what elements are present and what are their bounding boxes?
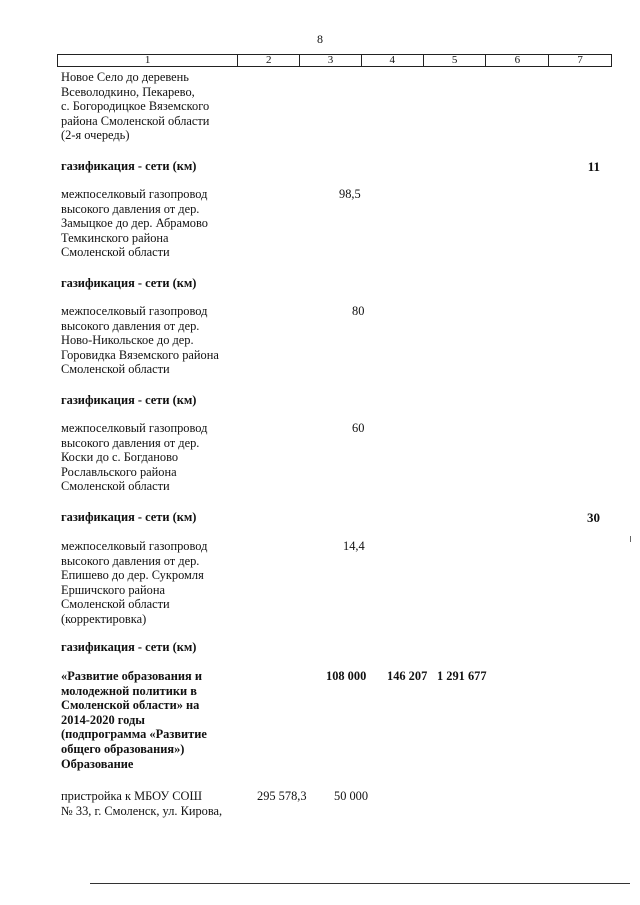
header-col-3: 3 — [300, 55, 362, 66]
row-col7-value: 11 — [587, 159, 600, 174]
row-col3-value: 108 000 — [326, 669, 367, 683]
header-col-2: 2 — [238, 55, 300, 66]
row-gasification-label: газификация - сети (км) — [61, 510, 197, 524]
row-col5-value: 1 291 677 — [437, 669, 487, 683]
row-object-name: пристройка к МБОУ СОШ № 33, г. Смоленск, ул. Кирова, — [61, 789, 223, 818]
footer-rule — [90, 883, 630, 884]
header-col-1: 1 — [58, 55, 238, 66]
row-object-name: межпоселковый газопровод высокого давления от дер. Замыцкое до дер. Абрамово Темкинского района Смоленской области — [61, 187, 208, 260]
margin-mark — [630, 536, 631, 542]
row-col4-value: 146 207 — [387, 669, 428, 683]
row-gasification-label: газификация - сети (км) — [61, 276, 197, 290]
row-gasification-label: газификация - сети (км) — [61, 159, 197, 173]
table-header-row — [57, 54, 612, 67]
header-col-7: 7 — [577, 54, 583, 66]
row-col3-value: 98,5 — [339, 187, 361, 201]
row-gasification-label: газификация - сети (км) — [61, 640, 197, 654]
row-col7-value: 30 — [587, 510, 600, 525]
row-col3-value: 14,4 — [343, 539, 365, 553]
row-object-name: межпоселковый газопровод высокого давления от дер. Епишево до дер. Сукромля Ершичского района Смоленской области (корректировка) — [61, 539, 208, 626]
header-col-5: 5 — [424, 55, 487, 66]
row-program-name: «Развитие образования и молодежной политики в Смоленской области» на 2014-2020 годы (подпрограмма «Развитие общего образования») Образование — [61, 669, 207, 771]
row-object-name: Новое Село до деревень Всеволодкино, Пекарево, с. Богородицкое Вяземского района Смоленской области (2-я очередь) — [61, 70, 210, 143]
row-col3-value: 60 — [352, 421, 365, 435]
row-col2-value: 295 578,3 — [257, 789, 307, 803]
row-gasification-label: газификация - сети (км) — [61, 393, 197, 407]
row-object-name: межпоселковый газопровод высокого давления от дер. Ново-Никольское до дер. Горовидка Вяземского района Смоленской области — [61, 304, 219, 377]
row-col3-value: 80 — [352, 304, 365, 318]
row-object-name: межпоселковый газопровод высокого давления от дер. Коски до с. Богданово Рославльского района Смоленской области — [61, 421, 208, 494]
row-col3-value: 50 000 — [334, 789, 369, 803]
header-col-4: 4 — [362, 55, 424, 66]
page-number: 8 — [317, 32, 323, 46]
header-col-6: 6 — [486, 55, 549, 66]
